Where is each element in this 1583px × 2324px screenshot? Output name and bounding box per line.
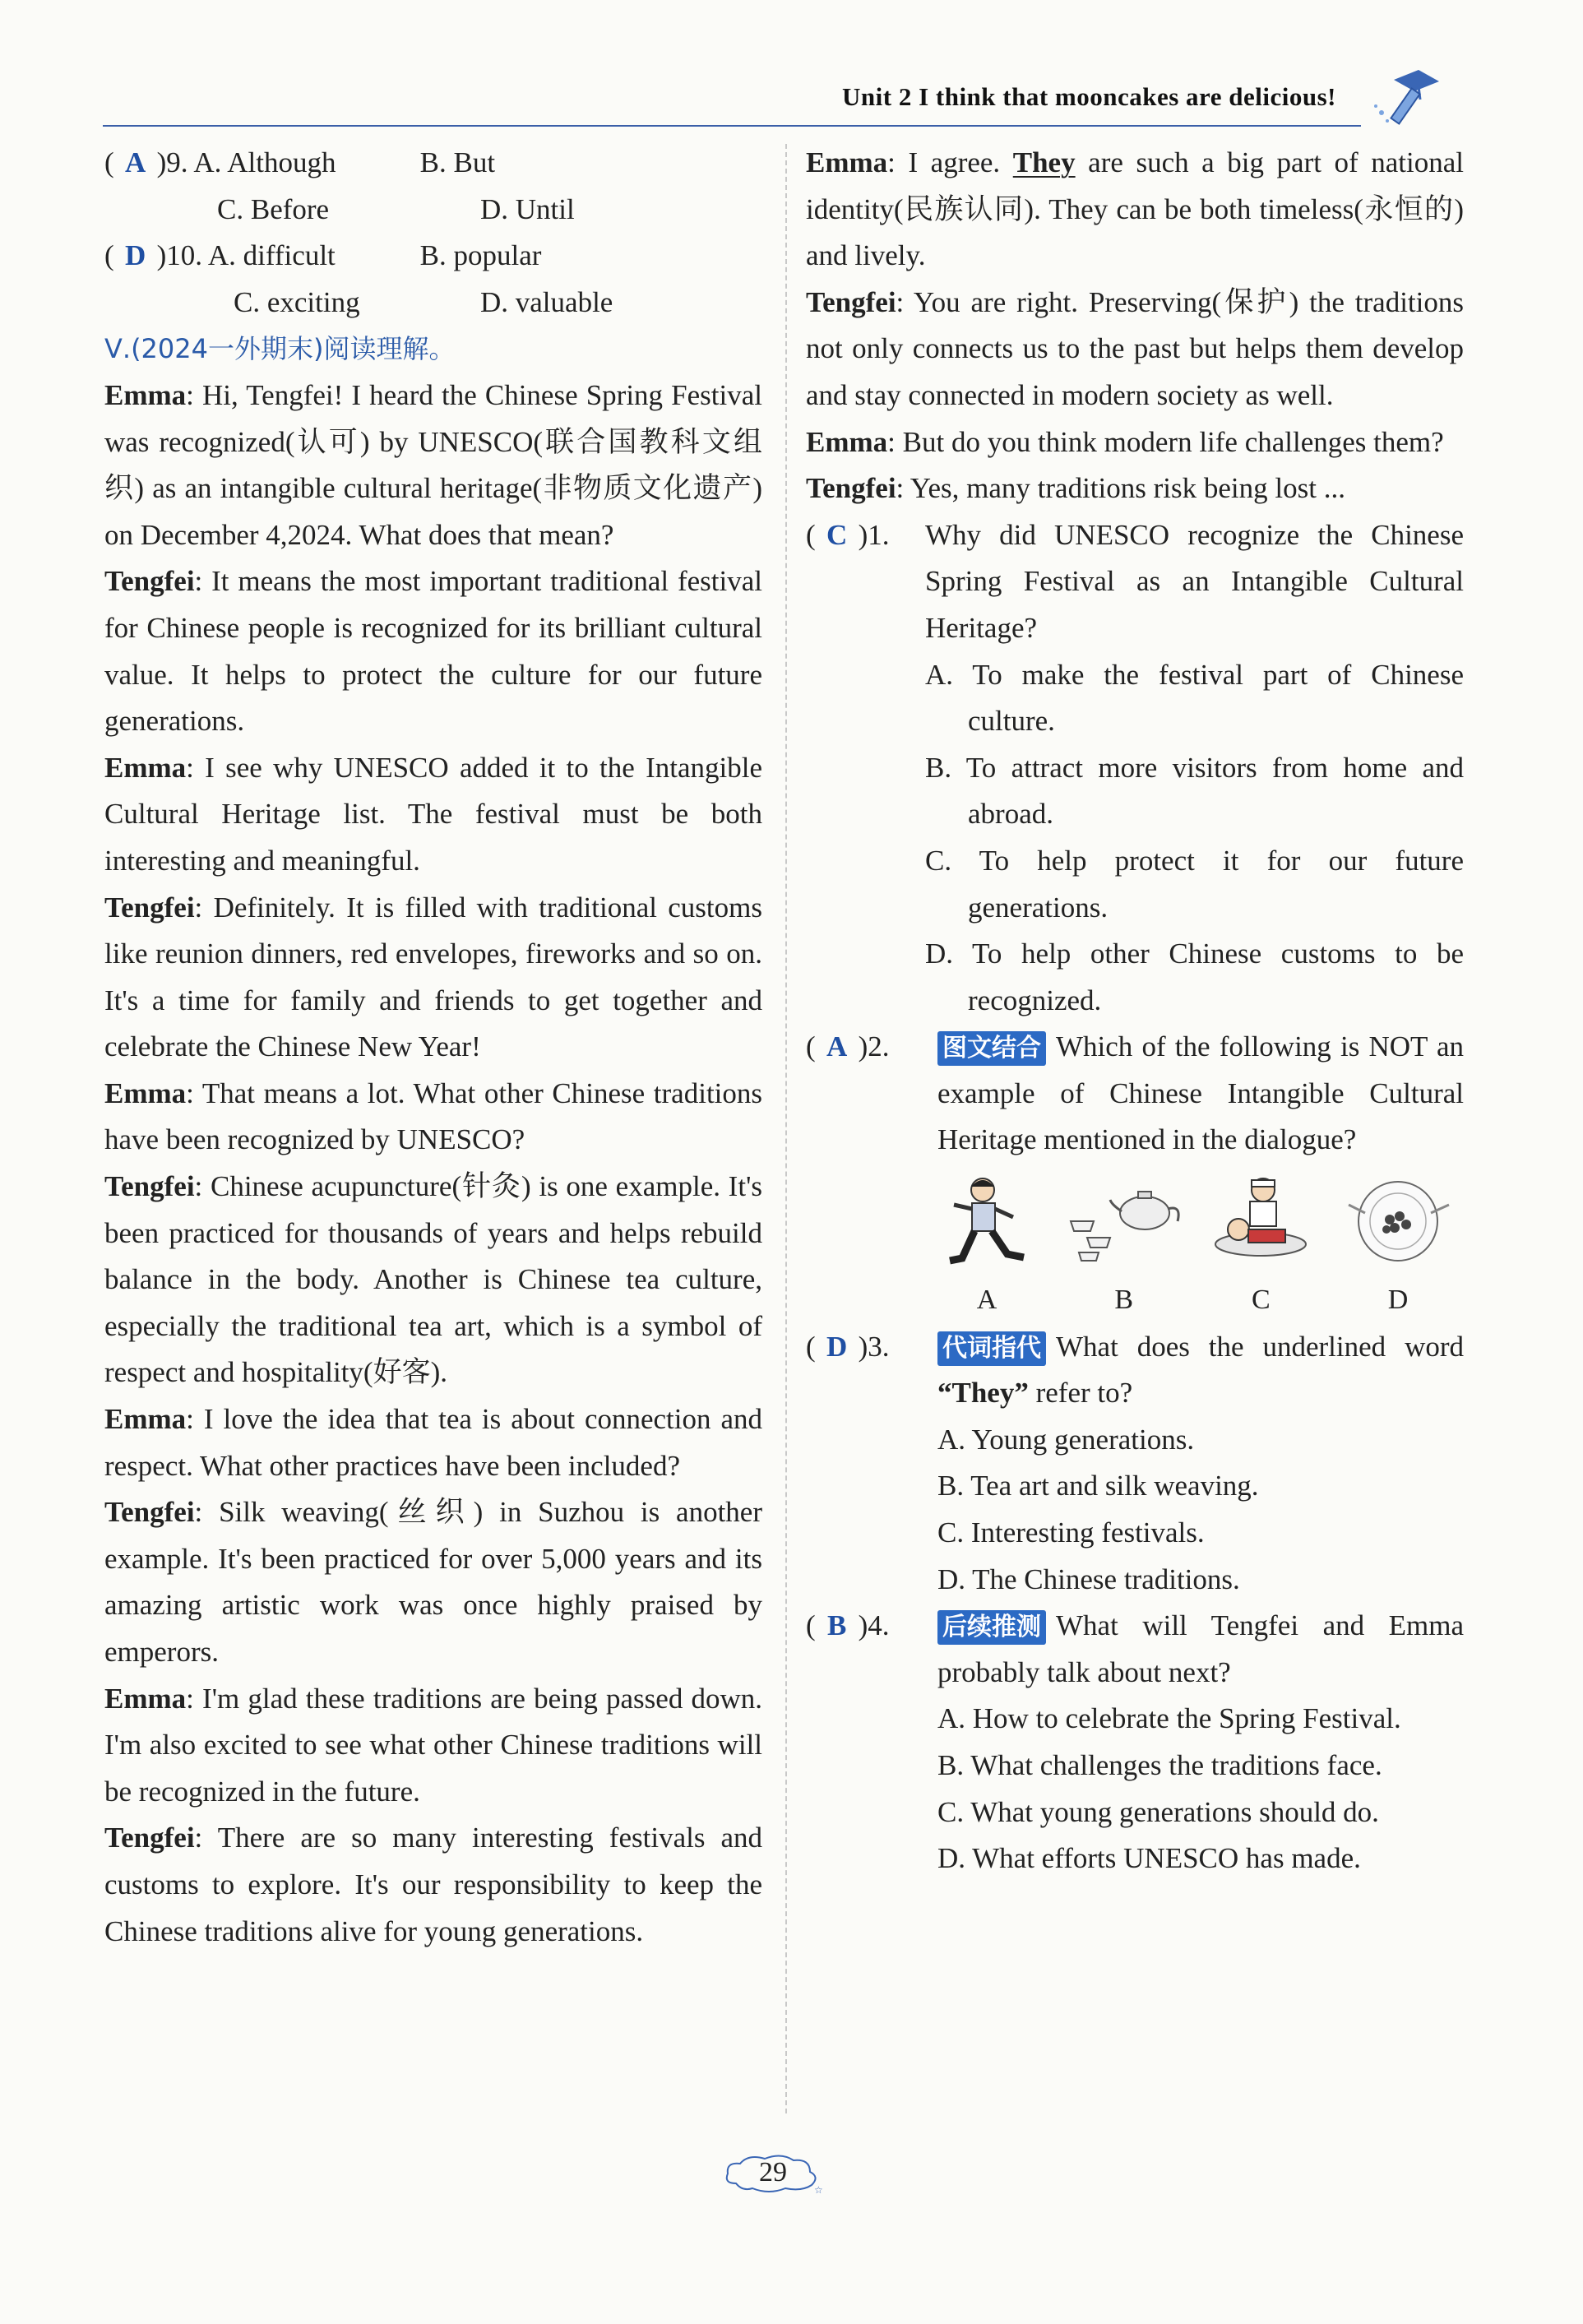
picture-option-a xyxy=(925,1172,1048,1324)
dialogue-text: Yes, many traditions risk being lost ... xyxy=(910,472,1345,505)
answer-10: D xyxy=(125,239,146,272)
q10-option-a: )10. A. difficult xyxy=(156,239,336,272)
question-stem: refer to? xyxy=(1028,1377,1133,1410)
speaker: Tengfei xyxy=(104,891,195,924)
answer-3: D xyxy=(826,1330,848,1363)
dialogue-text: I love the idea that tea is about connection and respect. What other practices have been included? xyxy=(104,1403,762,1482)
dialogue-text: are such a big part of national identity(民族认同). They can be both timeless(永恒的) and lively. xyxy=(806,146,1464,272)
dialogue-text: I see why UNESCO added it to the Intangible Cultural Heritage list. The festival must be both interesting and meaningful. xyxy=(104,751,762,877)
dialogue-line: Emma: I love the idea that tea is about connection and respect. What other practices have been included? xyxy=(104,1403,762,1482)
answer-4: B xyxy=(826,1609,847,1642)
paren-open: ( xyxy=(104,239,114,272)
dialogue-line: Tengfei: Yes, many traditions risk being lost ... xyxy=(806,472,1345,505)
dialogue-line: Tengfei: Silk weaving(丝织) in Suzhou is another example. It's been practiced for over 5,000 years and its amazing artistic work was once highly praised by emperors. xyxy=(104,1496,763,1668)
dialogue-line: Emma: I see why UNESCO added it to the Intangible Cultural Heritage list. The festival must be both interesting and meaningful. xyxy=(104,751,762,877)
dialogue-line: Tengfei: There are so many interesting festivals and customs to explore. It's our responsibility to keep the Chinese traditions alive for young generations. xyxy=(104,1822,763,1947)
speaker: Tengfei xyxy=(104,1170,195,1203)
option: D. The Chinese traditions. xyxy=(937,1562,1240,1595)
question-10-row2 xyxy=(104,280,762,326)
picture-options xyxy=(925,1172,1460,1324)
option: B. To attract more visitors from home and abroad. xyxy=(925,751,1464,831)
dialogue-line: Tengfei: Chinese acupuncture(针灸) is one example. It's been practiced for thousands of years and helps rebuild balance in the body. Another is Chinese tea culture, especially the traditional tea art, which is a symbol of respect and hospitality(好客). xyxy=(104,1170,762,1389)
option: B. What challenges the traditions face. xyxy=(937,1749,1382,1781)
dialogue-line: Emma: Hi, Tengfei! I heard the Chinese Spring Festival was recognized(认可) by UNESCO(联合国教科文组织) as an intangible cultural heritage(非物质文化遗产) on December 4,2024. What does that mean? xyxy=(104,378,762,551)
dialogue-text: Silk weaving(丝织) in Suzhou is another example. It's been practiced for over 5,000 years and its amazing artistic work was once highly praised by emperors. xyxy=(104,1496,763,1668)
unit-title: Unit 2 I think that mooncakes are delicious! xyxy=(842,82,1336,111)
dialogue-text: Chinese acupuncture(针灸) is one example. It's been practiced for thousands of years and helps rebuild balance in the body. Another is Chinese tea culture, especially the traditional tea art, which is a symbol of respect and hospitality(好客). xyxy=(104,1170,762,1389)
picture-label: D xyxy=(1387,1285,1409,1316)
picture-option-b xyxy=(1062,1172,1186,1324)
question-number: )2. xyxy=(858,1030,890,1063)
option: C. To help protect it for our future generations. xyxy=(925,844,1464,924)
dialogue-text: I'm glad these traditions are being passed down. I'm also excited to see what other Chinese traditions will be recognized in the future. xyxy=(104,1682,762,1808)
kungfu-figure-icon xyxy=(937,1172,1036,1271)
section-title: Ⅴ.(2024一外期末)阅读理解。 xyxy=(104,333,456,365)
dialogue-line: Emma: I agree. They are such a big part of national identity(民族认同). They can be both timeless(永恒的) and lively. xyxy=(806,146,1464,272)
option: A. How to celebrate the Spring Festival. xyxy=(937,1702,1401,1735)
speaker: Tengfei xyxy=(806,472,896,505)
q9-option-a: )9. A. Although xyxy=(156,146,336,178)
dialogue-text: That means a lot. What other Chinese traditions have been recognized by UNESCO? xyxy=(104,1076,763,1156)
teapot-cups-icon xyxy=(1062,1172,1186,1271)
graduation-pencil-icon xyxy=(1369,63,1443,129)
answer-1: C xyxy=(826,518,848,551)
q9-option-d: D. Until xyxy=(480,192,575,225)
q9-option-b: B. But xyxy=(419,146,496,178)
question-9 xyxy=(104,140,762,187)
speaker: Tengfei xyxy=(104,1496,195,1529)
dialogue-line: Tengfei: Definitely. It is filled with traditional customs like reunion dinners, red envelopes, fireworks and so on. It's a time for family and friends to get together and celebrate the Chinese New Year! xyxy=(104,891,762,1063)
page-footer xyxy=(724,2150,855,2208)
speaker: Tengfei xyxy=(806,285,896,318)
paren-open: ( xyxy=(806,1030,816,1063)
paren-open: ( xyxy=(104,146,114,178)
question-10 xyxy=(104,233,762,280)
speaker: Emma xyxy=(104,378,187,411)
dialogue-text: There are so many interesting festivals and customs to explore. It's our responsibility to keep the Chinese traditions alive for young generations. xyxy=(104,1822,763,1947)
dialogue-text: You are right. Preserving(保护) the traditions not only connects us to the past but helps them develop and stay connected in modern society as well. xyxy=(806,285,1464,411)
q9-option-c: C. Before xyxy=(217,192,330,225)
option: C. Interesting festivals. xyxy=(937,1516,1205,1549)
question-stem: Why did UNESCO recognize the Chinese Spring Festival as an Intangible Cultural Heritage? xyxy=(925,518,1464,644)
speaker: Tengfei xyxy=(104,565,195,598)
paren-open: ( xyxy=(806,1609,816,1642)
speaker: Emma xyxy=(104,1403,187,1436)
paren-open: ( xyxy=(806,1330,816,1363)
option: C. What young generations should do. xyxy=(937,1795,1379,1828)
q10-option-b: B. popular xyxy=(419,239,542,272)
question-number: )1. xyxy=(858,518,890,551)
left-column xyxy=(104,140,762,1955)
picture-label: C xyxy=(1251,1285,1271,1316)
dialogue-text: But do you think modern life challenges them? xyxy=(902,425,1444,458)
dialogue-line: Emma: But do you think modern life challenges them? xyxy=(806,425,1444,458)
picture-label: A xyxy=(976,1285,997,1316)
speaker: Emma xyxy=(104,751,187,784)
question-3 xyxy=(806,1324,1464,1604)
question-number: )3. xyxy=(858,1330,890,1363)
question-tag: 图文结合 xyxy=(937,1031,1046,1066)
option: B. Tea art and silk weaving. xyxy=(937,1470,1259,1502)
dialogue-line: Emma: I'm glad these traditions are being passed down. I'm also excited to see what other Chinese traditions will be recognized in the future. xyxy=(104,1682,762,1808)
option: A. Young generations. xyxy=(937,1423,1195,1456)
question-tag: 代词指代 xyxy=(937,1331,1046,1366)
question-2 xyxy=(806,1024,1464,1323)
answer-9: A xyxy=(125,146,146,178)
plate-food-icon xyxy=(1340,1172,1456,1271)
answer-2: A xyxy=(826,1030,848,1063)
speaker: Emma xyxy=(806,146,888,178)
acupuncture-icon xyxy=(1207,1172,1314,1271)
dialogue-text: Definitely. It is filled with traditional customs like reunion dinners, red envelopes, fireworks and so on. It's a time for family and friends to get together and celebrate the Chinese New Year! xyxy=(104,891,762,1063)
picture-option-c xyxy=(1199,1172,1322,1324)
speaker: Emma xyxy=(104,1076,187,1109)
question-stem: What does the underlined word xyxy=(1056,1330,1464,1363)
dialogue-line: Tengfei: You are right. Preserving(保护) the traditions not only connects us to the past but helps them develop and stay connected in modern society as well. xyxy=(806,285,1464,411)
question-tag: 后续推测 xyxy=(937,1610,1046,1645)
question-1 xyxy=(806,512,1464,1025)
paren-open: ( xyxy=(806,518,816,551)
q10-option-c: C. exciting xyxy=(234,285,360,318)
question-stem: What will Tengfei and Emma probably talk about next? xyxy=(937,1609,1464,1688)
dialogue-text: Hi, Tengfei! I heard the Chinese Spring Festival was recognized(认可) by UNESCO(联合国教科文组织) as an intangible cultural heritage(非物质文化遗产) on December 4,2024. What does that mean? xyxy=(104,378,762,551)
q10-option-d: D. valuable xyxy=(480,285,613,318)
column-divider xyxy=(785,144,787,2113)
speaker: Emma xyxy=(806,425,888,458)
svg-text:☆: ☆ xyxy=(814,2184,823,2196)
question-4 xyxy=(806,1603,1464,1882)
dialogue-line: Tengfei: It means the most important traditional festival for Chinese people is recognized for its brilliant cultural value. It helps to protect the culture for our future generations. xyxy=(104,565,762,738)
option: A. To make the festival part of Chinese culture. xyxy=(925,658,1464,738)
question-9-row2 xyxy=(104,187,762,234)
picture-label: B xyxy=(1114,1285,1133,1316)
dialogue-text: It means the most important traditional festival for Chinese people is recognized for its brilliant cultural value. It helps to protect the culture for our future generations. xyxy=(104,565,762,738)
option: D. To help other Chinese customs to be recognized. xyxy=(925,937,1464,1016)
speaker: Tengfei xyxy=(104,1822,195,1854)
question-number: )4. xyxy=(858,1609,890,1642)
right-column xyxy=(806,140,1464,1882)
page-number: 29 xyxy=(759,2157,787,2187)
quoted-word: “They” xyxy=(937,1377,1029,1410)
speaker: Emma xyxy=(104,1682,187,1715)
dialogue-line: Emma: That means a lot. What other Chinese traditions have been recognized by UNESCO? xyxy=(104,1076,763,1156)
header-rule xyxy=(103,125,1361,127)
page-header xyxy=(103,76,1468,133)
underlined-word: They xyxy=(1012,146,1076,178)
question-stem: Which of the following is NOT an example of Chinese Intangible Cultural Heritage mentioned in the dialogue? xyxy=(937,1030,1464,1156)
option: D. What efforts UNESCO has made. xyxy=(937,1842,1361,1875)
dialogue-text: I agree. xyxy=(908,146,1013,178)
picture-option-d xyxy=(1336,1172,1460,1324)
